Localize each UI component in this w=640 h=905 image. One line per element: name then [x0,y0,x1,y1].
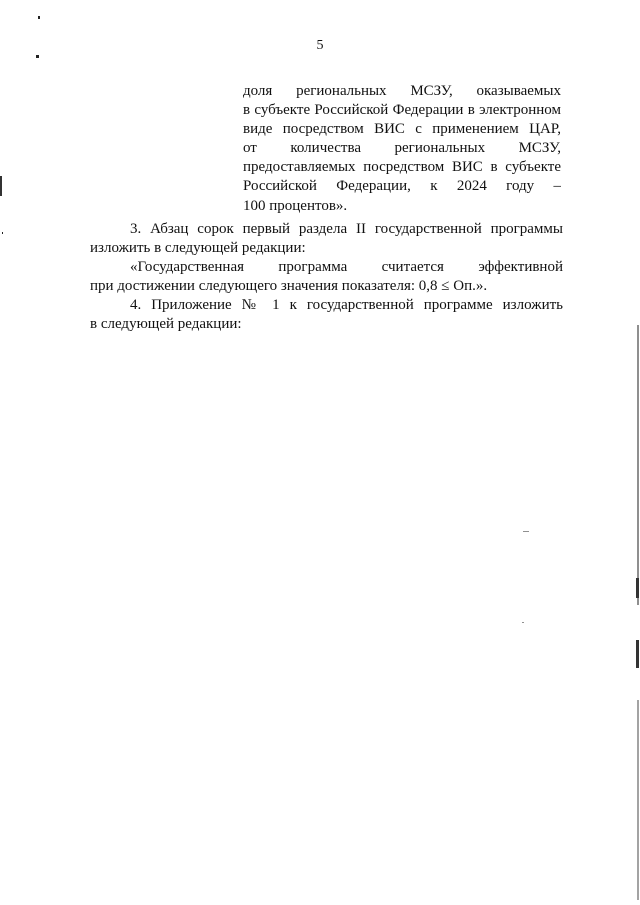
continued-line: от количества региональных МСЗУ, [243,140,561,157]
scan-speck [38,16,40,19]
item-4-line: 4. Приложение № 1 к государственной программе изложить [130,297,563,314]
scan-speck [522,622,524,623]
item-3-line: 3. Абзац сорок первый раздела II государственной программы [130,221,563,237]
scan-edge-mark [637,325,639,605]
item-3-line: изложить в следующей редакции: [90,240,306,257]
main-text [90,220,563,335]
item-3-paragraph [90,220,563,258]
continued-line: Российской Федерации, к 2024 году – [243,178,561,195]
scan-edge-mark [636,640,639,668]
item-4-paragraph [90,296,563,334]
scan-speck [36,55,39,58]
scan-speck [2,232,3,234]
page-number: 5 [316,38,324,53]
scan-edge-mark [0,176,2,196]
scan-edge-mark [637,700,639,900]
scan-edge-mark [636,578,639,598]
continued-line: виде посредством ВИС с применением ЦАР, [243,121,561,138]
continued-indicator-text [243,82,561,216]
continued-line: предоставляемых посредством ВИС в субъекте [243,159,561,176]
quoted-paragraph [90,258,563,296]
scan-speck [523,531,529,532]
continued-line: 100 процентов». [243,197,348,214]
quote-line: при достижении следующего значения показателя: 0,8 ≤ Оп.». [90,278,488,295]
continued-line: в субъекте Российской Федерации в электронном [243,102,561,119]
continued-line: доля регионaльных МСЗУ, оказываемых [243,83,561,99]
quote-line: «Государственная программа считается эффективной [130,259,563,276]
item-4-line: в следующей редакции: [90,316,242,333]
